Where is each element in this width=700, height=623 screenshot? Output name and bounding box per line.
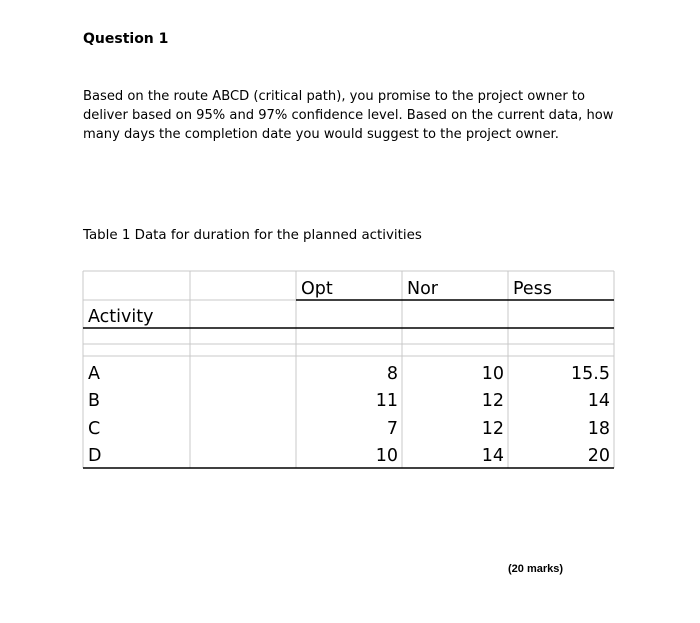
table-row-c-opt: 7 xyxy=(386,419,398,439)
table-row-a-opt: 8 xyxy=(386,364,398,384)
table-row-a-pess: 15.5 xyxy=(571,364,610,384)
table-row-c-pess: 18 xyxy=(587,419,610,439)
table-row-d-nor: 14 xyxy=(481,446,504,466)
header-opt: Opt xyxy=(301,279,333,299)
question-title: Question 1 xyxy=(83,31,169,47)
table-row-d-activity: D xyxy=(88,446,102,466)
table-row-c-nor: 12 xyxy=(481,419,504,439)
header-pess: Pess xyxy=(513,279,552,299)
table-row-d-pess: 20 xyxy=(587,446,610,466)
table-row-d-opt: 10 xyxy=(375,446,398,466)
header-nor: Nor xyxy=(407,279,438,299)
table-row-c-activity: C xyxy=(88,419,101,439)
table-row-b-nor: 12 xyxy=(481,391,504,411)
table-row-a-activity: A xyxy=(88,364,100,384)
question-body: Based on the route ABCD (critical path), you promise to the project owner to deliver based on 95% and 97% confidence level. Based on the current data, how many days the completion date you would suggest to the project owner. xyxy=(83,89,614,142)
table-row-b-pess: 14 xyxy=(587,391,610,411)
table-row-b-activity: B xyxy=(88,391,101,411)
table-caption: Table 1 Data for duration for the planned activities xyxy=(83,228,422,243)
header-activity: Activity xyxy=(88,307,154,327)
table-row-a-nor: 10 xyxy=(481,364,504,384)
marks-label: (20 marks) xyxy=(508,563,564,575)
table-row-b-opt: 11 xyxy=(375,391,398,411)
